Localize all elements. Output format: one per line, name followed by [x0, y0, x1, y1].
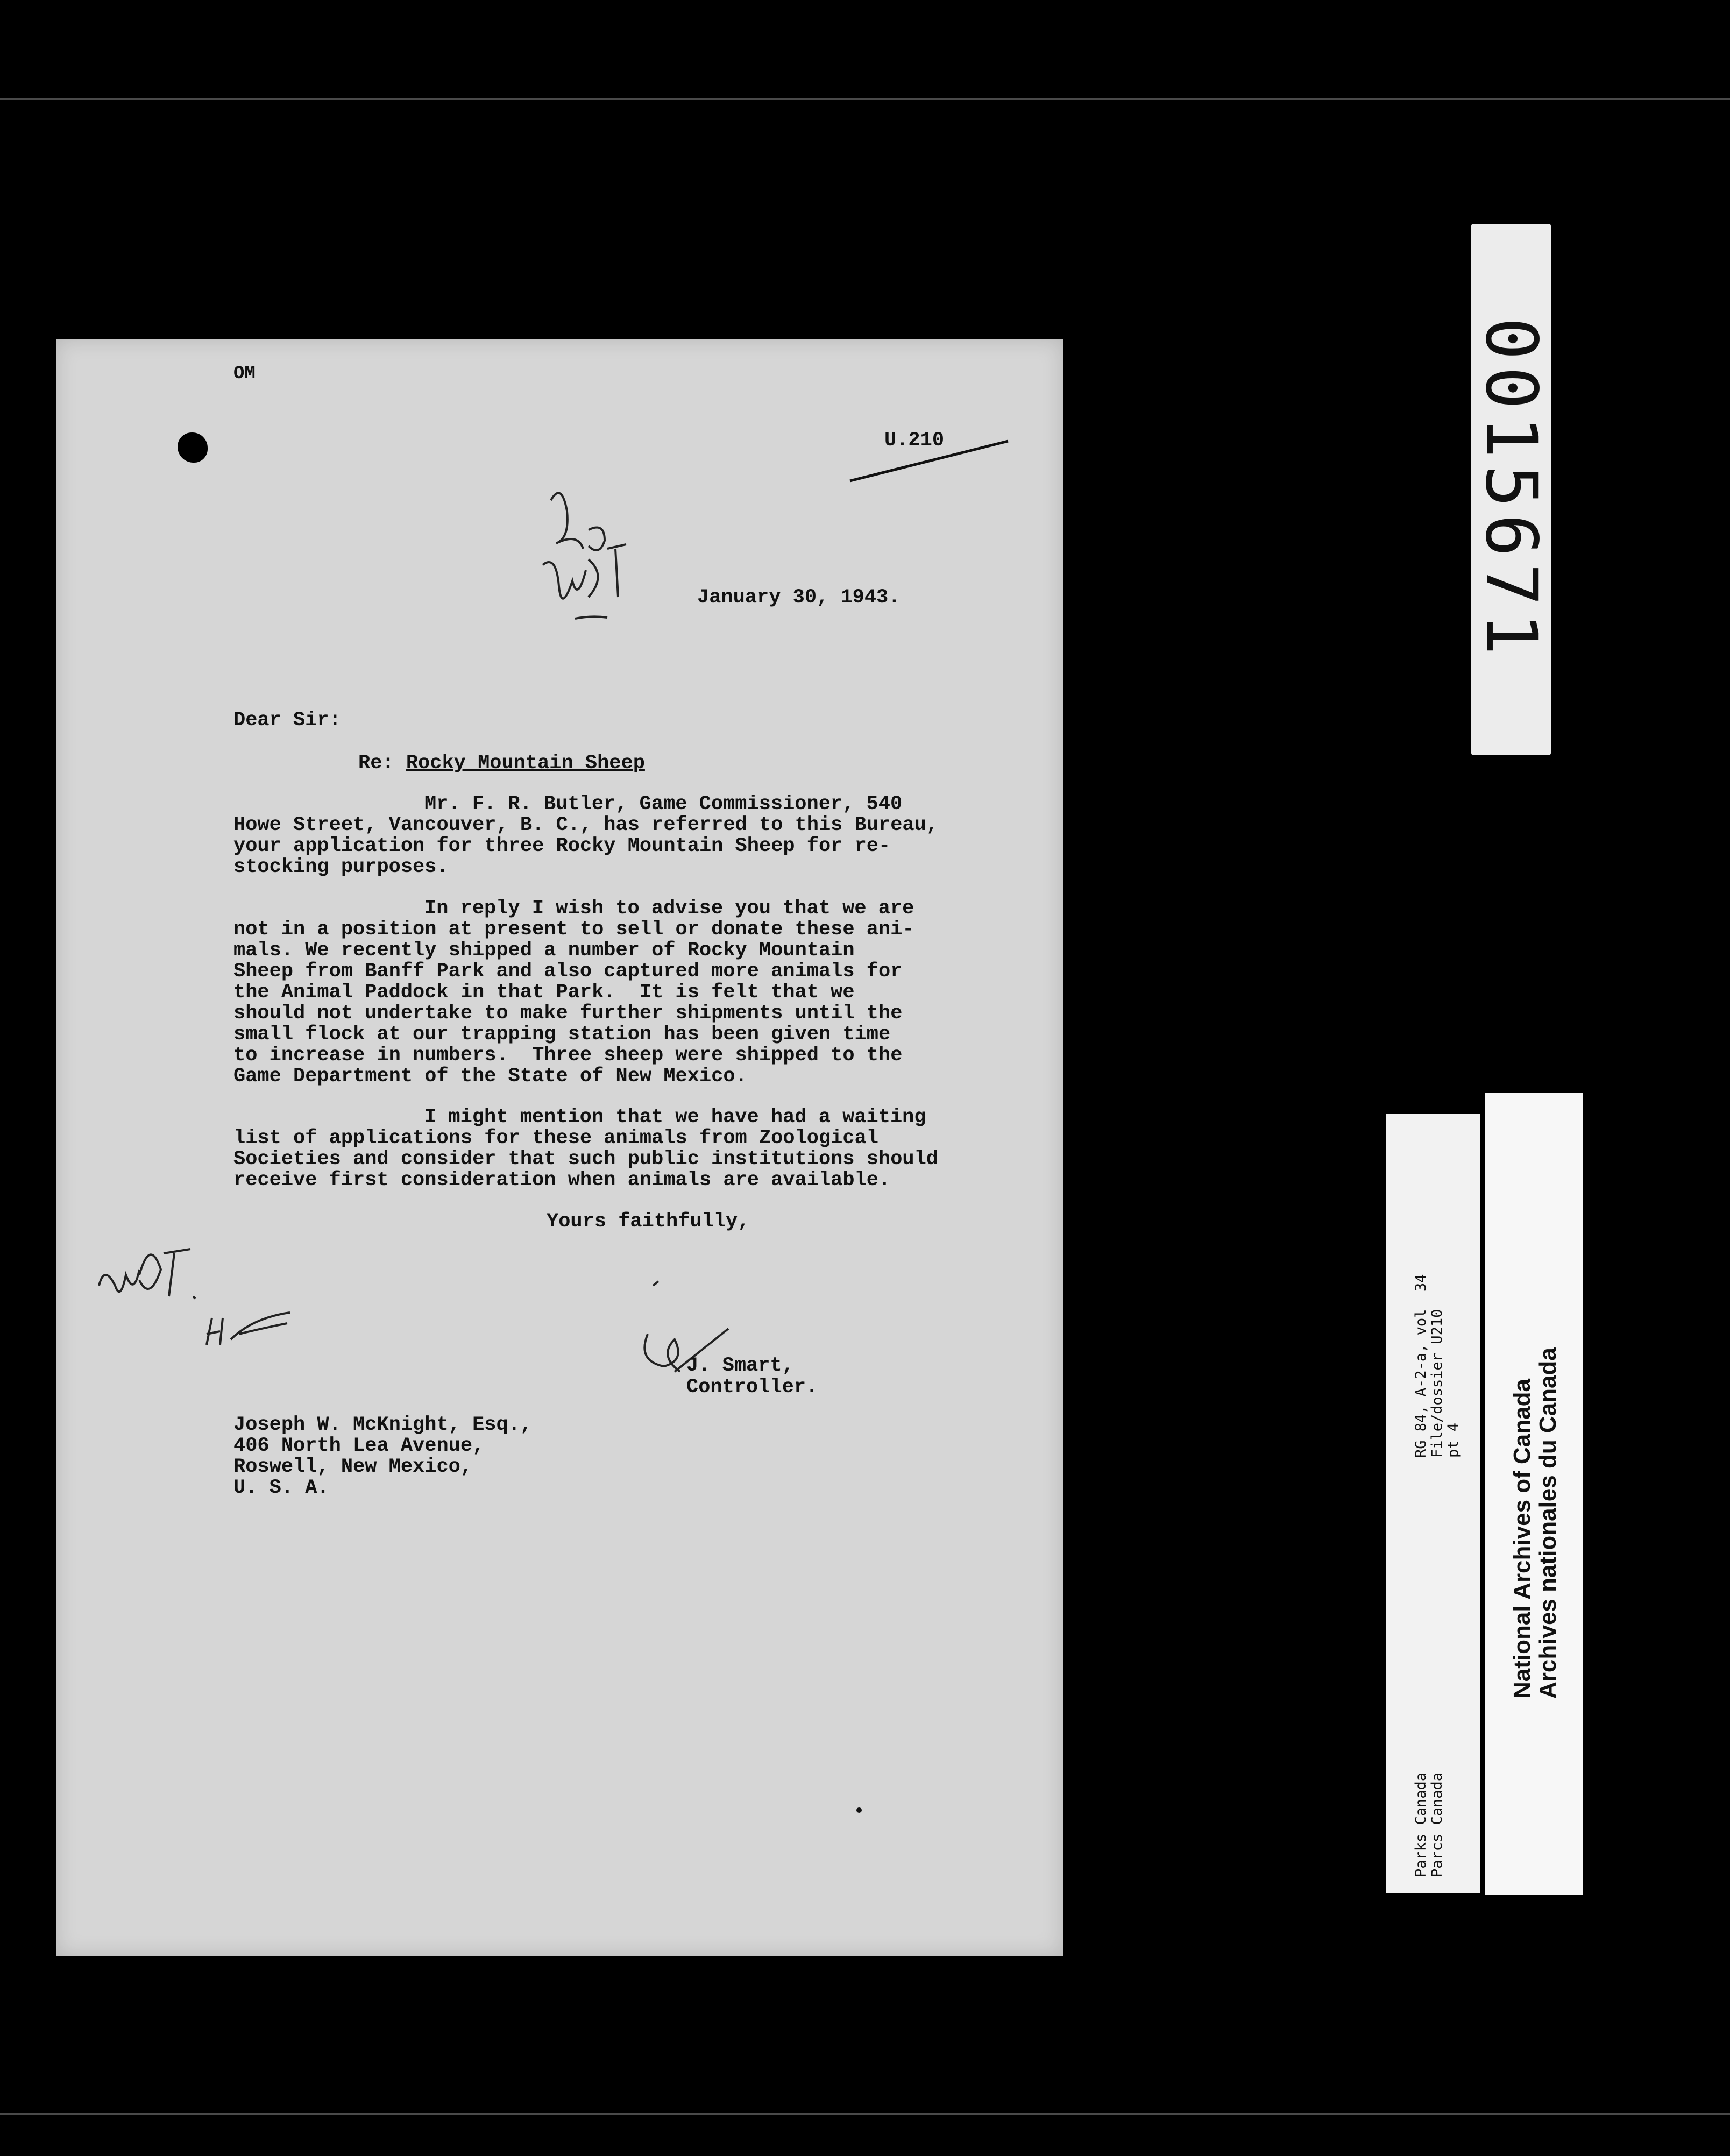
- frame-number: 0015671: [1470, 317, 1552, 662]
- addressee-block: [233, 1415, 532, 1499]
- paragraph-line: mals. We recently shipped a number of Rocky Mountain: [233, 939, 855, 962]
- ink-blot: [178, 432, 208, 463]
- paragraph-line: to increase in numbers. Three sheep were shipped to the: [233, 1044, 903, 1067]
- institution-label: [1485, 1093, 1583, 1895]
- archive-reference: [1413, 1274, 1462, 1458]
- reference-line: pt 4: [1445, 1422, 1462, 1458]
- paragraph-line: Mr. F. R. Butler, Game Commissioner, 540: [424, 793, 903, 815]
- paragraph-line: should not undertake to make further shipments until the: [233, 1002, 903, 1025]
- typist-initials: OM: [233, 364, 256, 384]
- paragraph-line: In reply I wish to advise you that we are: [424, 897, 914, 920]
- reference-line: File/dossier U210: [1429, 1309, 1445, 1458]
- paragraph-line: Sheep from Banff Park and also captured more animals for: [233, 960, 903, 983]
- paragraph-line: Societies and consider that such public institutions should: [233, 1148, 939, 1171]
- salutation: Dear Sir:: [233, 709, 341, 732]
- film-edge-bottom: [0, 2113, 1730, 2115]
- letter-date: January 30, 1943.: [697, 586, 901, 609]
- paragraph-line: receive first consideration when animals are available.: [233, 1169, 891, 1192]
- paragraph-line: the Animal Paddock in that Park. It is felt that we: [233, 981, 855, 1004]
- paragraph-line: small flock at our trapping station has been given time: [233, 1023, 891, 1046]
- department-name: [1413, 1772, 1445, 1877]
- department-line: Parcs Canada: [1429, 1772, 1445, 1877]
- paragraph-line: list of applications for these animals from Zoological: [233, 1127, 878, 1150]
- department-line: Parks Canada: [1413, 1772, 1429, 1877]
- institution-name: [1509, 1348, 1561, 1699]
- paragraph-line: I might mention that we have had a waiting: [424, 1106, 926, 1129]
- institution-line: Archives nationales du Canada: [1535, 1348, 1561, 1699]
- paragraph-3: [233, 1107, 938, 1191]
- paper-dot: [856, 1807, 862, 1813]
- paragraph-2: [233, 898, 914, 1087]
- addressee-line: Joseph W. McKnight, Esq.,: [233, 1414, 533, 1436]
- signatory-name: J. Smart,: [686, 1354, 794, 1377]
- file-reference-underline: [847, 436, 1013, 484]
- signatory-title: Controller.: [686, 1376, 818, 1399]
- subject-line: [358, 753, 645, 774]
- frame-number-strip: [1471, 224, 1551, 755]
- subject-prefix: Re:: [358, 752, 394, 775]
- handwritten-initials-margin: [88, 1221, 207, 1313]
- institution-line: National Archives of Canada: [1509, 1379, 1535, 1699]
- paragraph-line: Game Department of the State of New Mexico.: [233, 1065, 747, 1088]
- paragraph-line: Howe Street, Vancouver, B. C., has referred to this Bureau,: [233, 814, 939, 836]
- reference-line: RG 84, A-2-a, vol 34: [1413, 1274, 1429, 1458]
- addressee-line: 406 North Lea Avenue,: [233, 1435, 485, 1457]
- paragraph-line: your application for three Rocky Mountain Sheep for re-: [233, 835, 891, 857]
- addressee-line: Roswell, New Mexico,: [233, 1456, 473, 1478]
- film-edge-top: [0, 98, 1730, 100]
- subject-text: Rocky Mountain Sheep: [406, 752, 645, 775]
- handwritten-initials-top: [529, 479, 648, 635]
- archive-reference-label: [1386, 1114, 1480, 1893]
- file-reference: U.210: [884, 429, 945, 452]
- addressee-line: U. S. A.: [233, 1477, 329, 1499]
- handwritten-scribble-margin: [201, 1296, 298, 1356]
- closing: Yours faithfully,: [547, 1210, 750, 1233]
- paragraph-1: [233, 794, 938, 878]
- letter-page: [56, 339, 1063, 1956]
- paragraph-line: not in a position at present to sell or donate these ani-: [233, 918, 914, 941]
- paragraph-line: stocking purposes.: [233, 856, 449, 878]
